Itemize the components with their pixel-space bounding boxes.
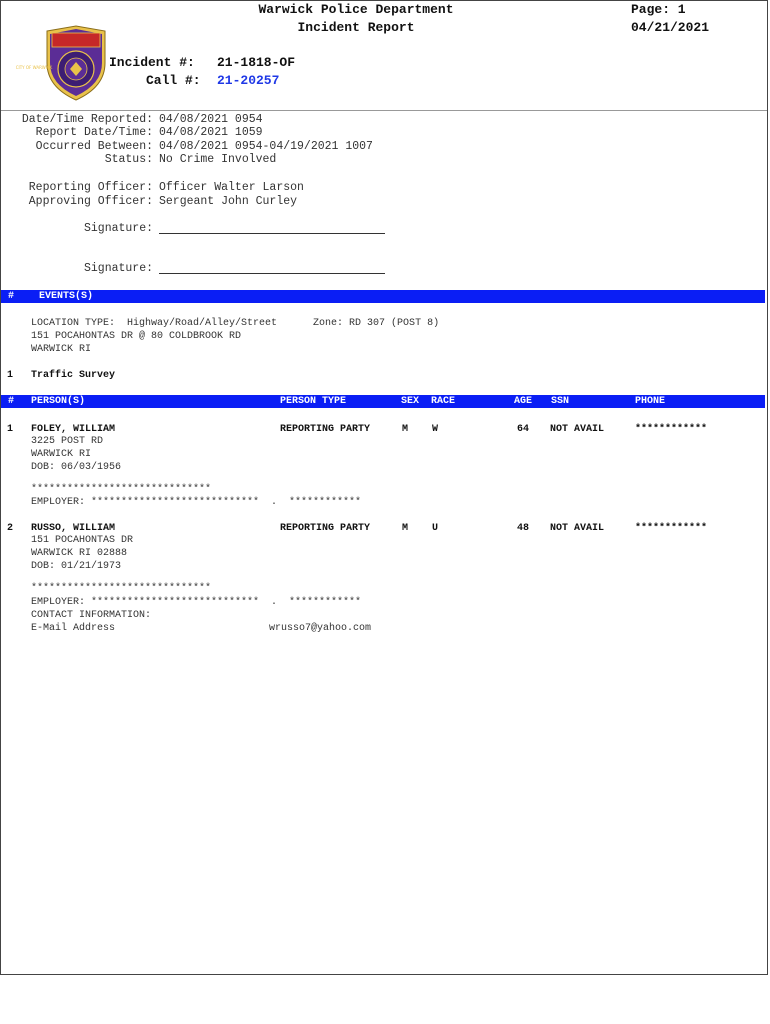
date-reported-value: 04/08/2021 0954 [159, 113, 263, 126]
person-2-age: 48 [517, 523, 530, 534]
person-1-age: 64 [517, 424, 530, 435]
person-2-address2: WARWICK RI 02888 [31, 548, 128, 559]
incident-label: Incident #: [109, 55, 195, 70]
person-2-race: U [432, 523, 439, 534]
department-name: Warwick Police Department [258, 2, 454, 17]
header-divider [1, 110, 767, 111]
signature-label-2: Signature: [83, 262, 153, 275]
events-band [1, 290, 765, 303]
person-1-sex: M [402, 424, 409, 435]
signature-line-1[interactable] [159, 233, 385, 234]
report-datetime-label: Report Date/Time: [35, 126, 153, 139]
col-race: RACE [431, 396, 456, 407]
person-2-masked: ****************************** [31, 583, 212, 594]
person-1-address2: WARWICK RI [31, 449, 92, 460]
call-label: Call #: [146, 73, 201, 88]
person-2-email-label: E-Mail Address [31, 623, 116, 634]
person-2-dob: DOB: 01/21/1973 [31, 561, 122, 572]
col-ssn: SSN [551, 396, 570, 407]
person-1-type: REPORTING PARTY [280, 424, 371, 435]
person-1-dob: DOB: 06/03/1956 [31, 462, 122, 473]
person-1-ssn: NOT AVAIL [550, 424, 605, 435]
badge-ring-text: CITY OF WARWICK [15, 65, 53, 70]
col-num: # [8, 396, 15, 407]
person-2-email-value[interactable]: wrusso7@yahoo.com [269, 623, 372, 634]
person-2-contact-label: CONTACT INFORMATION: [31, 610, 152, 621]
person-1-num: 1 [7, 424, 14, 435]
event-item-num: 1 [7, 370, 14, 381]
date-reported-label: Date/Time Reported: [21, 113, 153, 126]
events-band-title: EVENTS(S) [39, 291, 94, 302]
col-sex: SEX [401, 396, 420, 407]
event-address-line1: 151 POCAHONTAS DR @ 80 COLDBROOK RD [31, 331, 242, 342]
col-phone: PHONE [635, 396, 666, 407]
location-type-line: LOCATION TYPE: Highway/Road/Alley/Street Zone: RD 307 (POST 8) [31, 318, 440, 329]
occurred-between-value: 04/08/2021 0954-04/19/2021 1007 [159, 140, 373, 153]
reporting-officer-label: Reporting Officer: [28, 181, 153, 194]
incident-number: 21-1818-OF [217, 55, 296, 70]
occurred-between-label: Occurred Between: [35, 140, 153, 153]
col-person: PERSON(S) [31, 396, 86, 407]
events-band-num: # [8, 291, 15, 302]
person-1-race: W [432, 424, 439, 435]
signature-line-2[interactable] [159, 273, 385, 274]
person-1-address1: 3225 POST RD [31, 436, 104, 447]
print-date: 04/21/2021 [631, 20, 710, 35]
person-2-sex: M [402, 523, 409, 534]
person-2-ssn: NOT AVAIL [550, 523, 605, 534]
page-number: Page: 1 [631, 2, 686, 17]
status-value: No Crime Involved [159, 153, 277, 166]
person-2-num: 2 [7, 523, 14, 534]
report-datetime-value: 04/08/2021 1059 [159, 126, 263, 139]
person-1-masked: ****************************** [31, 484, 212, 495]
person-1-phone: ************ [635, 424, 708, 435]
person-2-name: RUSSO, WILLIAM [31, 523, 116, 534]
col-person-type: PERSON TYPE [280, 396, 347, 407]
event-item-title: Traffic Survey [31, 370, 116, 381]
approving-officer-value: Sergeant John Curley [159, 195, 298, 208]
police-badge-icon [5, 7, 78, 83]
person-2-phone: ************ [635, 523, 708, 534]
persons-band [1, 395, 765, 408]
person-2-type: REPORTING PARTY [280, 523, 371, 534]
person-1-employer: EMPLOYER: **************************** . ************ [31, 497, 362, 508]
reporting-officer-value: Officer Walter Larson [159, 181, 304, 194]
report-title: Incident Report [297, 20, 415, 35]
badge-top-text: POLICE DEPARTMENT [12, 12, 78, 18]
approving-officer-label: Approving Officer: [28, 195, 153, 208]
status-label: Status: [104, 153, 153, 166]
signature-label-1: Signature: [83, 222, 153, 235]
event-address-line2: WARWICK RI [31, 344, 92, 355]
person-1-name: FOLEY, WILLIAM [31, 424, 116, 435]
person-2-employer: EMPLOYER: **************************** . ************ [31, 597, 362, 608]
person-2-address1: 151 POCAHONTAS DR [31, 535, 134, 546]
call-number[interactable]: 21-20257 [217, 73, 280, 88]
col-age: AGE [514, 396, 533, 407]
